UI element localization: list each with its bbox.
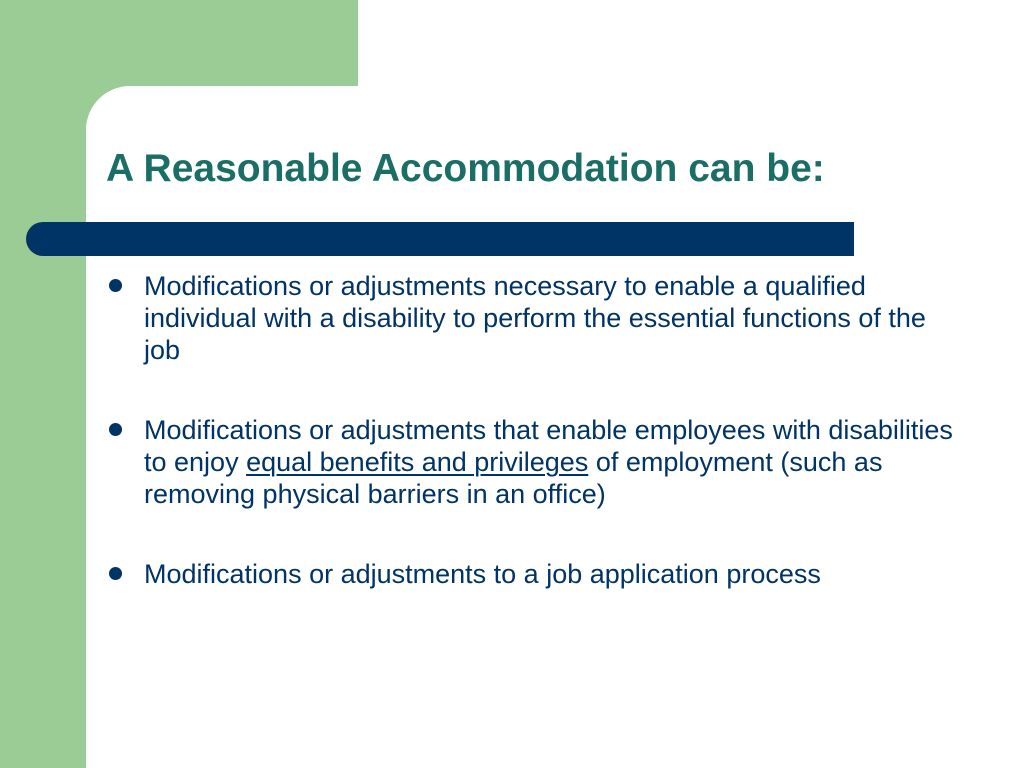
bullet-dot-icon <box>109 567 122 580</box>
bullet-text: Modifications or adjustments to a job application process <box>144 559 821 589</box>
bullet-item-2 <box>106 414 966 510</box>
slide-title: A Reasonable Accommodation can be: <box>106 147 825 190</box>
bullet-dot-icon <box>109 423 122 436</box>
bullet-item-1 <box>106 270 966 366</box>
bullet-list <box>106 270 966 590</box>
bullet-item-3 <box>106 558 966 590</box>
title-underline-bar <box>26 222 854 256</box>
equal-benefits-link[interactable]: equal benefits and privileges <box>246 447 589 477</box>
bullet-text-after: of employment (such as removing physical barriers in an office) <box>144 447 883 509</box>
bullet-text-before: Modifications or adjustments that enable employees with disabilities to enjoy <box>144 415 953 477</box>
bullet-dot-icon <box>109 279 122 292</box>
bullet-text: Modifications or adjustments necessary to enable a qualified individual with a disability to perform the essential functions of the job <box>144 271 926 365</box>
